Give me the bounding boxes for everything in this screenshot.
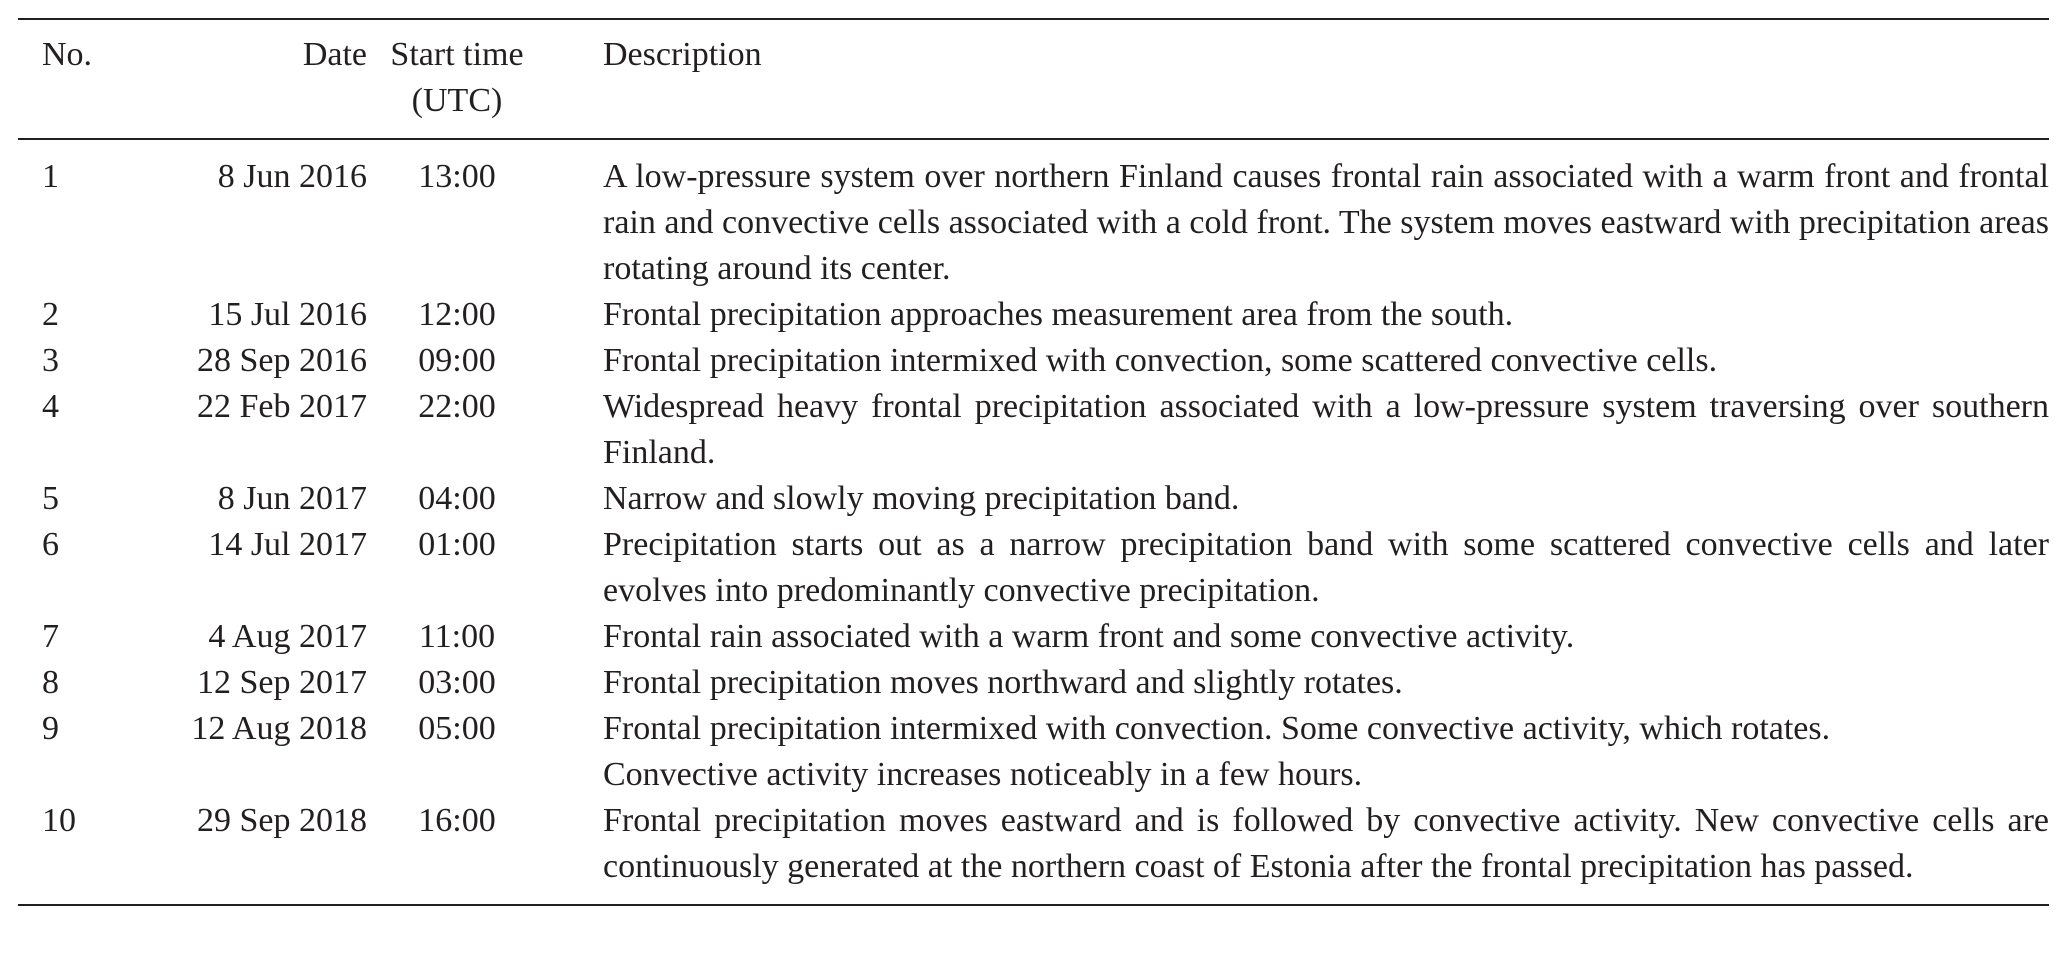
- cell-no: 2: [42, 296, 59, 333]
- cell-start-time: 09:00: [418, 342, 496, 379]
- cell-description-line1: Frontal precipitation intermixed with convection. Some convective activity, which rotates.: [603, 710, 1831, 747]
- cell-start-time: 12:00: [418, 296, 496, 333]
- table-row: [18, 522, 2049, 614]
- cell-date: 12 Aug 2018: [191, 710, 367, 747]
- cell-date: 29 Sep 2018: [197, 802, 367, 839]
- cell-description: Frontal rain associated with a warm front and some convective activity.: [603, 618, 1575, 655]
- cell-no: 9: [42, 710, 59, 747]
- header-no: No.: [42, 36, 93, 73]
- cell-start-time: 22:00: [418, 388, 496, 425]
- cell-date: 4 Aug 2017: [208, 618, 367, 655]
- table-row: [18, 384, 2049, 476]
- header-description: Description: [603, 36, 762, 73]
- cell-description: Widespread heavy frontal precipitation associated with a low-pressure system traversing over southern Finland.: [603, 388, 2049, 471]
- table-row: [18, 614, 2049, 660]
- cell-start-time: 05:00: [418, 710, 496, 747]
- cell-no: 3: [42, 342, 59, 379]
- table-row: [18, 706, 2049, 798]
- cell-description: [547, 706, 2049, 798]
- table-row: [18, 798, 2049, 905]
- cell-date: 14 Jul 2017: [208, 526, 367, 563]
- table-header: [18, 19, 2049, 139]
- cell-start-time: 04:00: [418, 480, 496, 517]
- cell-date: 12 Sep 2017: [197, 664, 367, 701]
- table-row: [18, 660, 2049, 706]
- cell-description: Frontal precipitation moves northward and slightly rotates.: [603, 664, 1403, 701]
- precipitation-events-table: [18, 18, 2049, 906]
- header-row: [18, 19, 2049, 139]
- cell-no: 6: [42, 526, 59, 563]
- cell-date: 8 Jun 2016: [217, 158, 367, 195]
- table-row: [18, 139, 2049, 292]
- cell-description: Frontal precipitation approaches measurement area from the south.: [603, 296, 1514, 333]
- cell-no: 4: [42, 388, 59, 425]
- cell-description: Precipitation starts out as a narrow precipitation band with some scattered convective cells and later evolves into predominantly convective precipitation.: [603, 526, 2049, 609]
- cell-description: Frontal precipitation moves eastward and is followed by convective activity. New convective cells are continuously generated at the northern coast of Estonia after the frontal precipitation has passed.: [603, 802, 2049, 885]
- cell-no: 7: [42, 618, 59, 655]
- cell-description: A low-pressure system over northern Finland causes frontal rain associated with a warm front and frontal rain and convective cells associated with a cold front. The system moves eastward with precipitation areas rotating around its center.: [603, 158, 2049, 287]
- cell-start-time: 16:00: [418, 802, 496, 839]
- cell-no: 1: [42, 158, 59, 195]
- cell-date: 28 Sep 2016: [197, 342, 367, 379]
- table-row: [18, 476, 2049, 522]
- cell-date: 8 Jun 2017: [217, 480, 367, 517]
- header-start-time-line1: Start time: [390, 36, 524, 73]
- header-start-time: [367, 19, 547, 139]
- cell-description-line2: Convective activity increases noticeably in a few hours.: [603, 756, 1363, 793]
- cell-no: 10: [42, 802, 76, 839]
- cell-no: 5: [42, 480, 59, 517]
- cell-start-time: 11:00: [418, 618, 496, 655]
- precipitation-events-table-container: [18, 18, 2049, 906]
- table-row: [18, 338, 2049, 384]
- header-start-time-line2: (UTC): [411, 82, 503, 119]
- cell-description: Frontal precipitation intermixed with convection, some scattered convective cells.: [603, 342, 1718, 379]
- header-date: Date: [302, 36, 367, 73]
- cell-start-time: 01:00: [418, 526, 496, 563]
- table-row: [18, 292, 2049, 338]
- cell-description: Narrow and slowly moving precipitation band.: [603, 480, 1240, 517]
- cell-start-time: 13:00: [418, 158, 496, 195]
- cell-start-time: 03:00: [418, 664, 496, 701]
- cell-no: 8: [42, 664, 59, 701]
- table-body: [18, 139, 2049, 905]
- cell-date: 22 Feb 2017: [197, 388, 367, 425]
- cell-date: 15 Jul 2016: [208, 296, 367, 333]
